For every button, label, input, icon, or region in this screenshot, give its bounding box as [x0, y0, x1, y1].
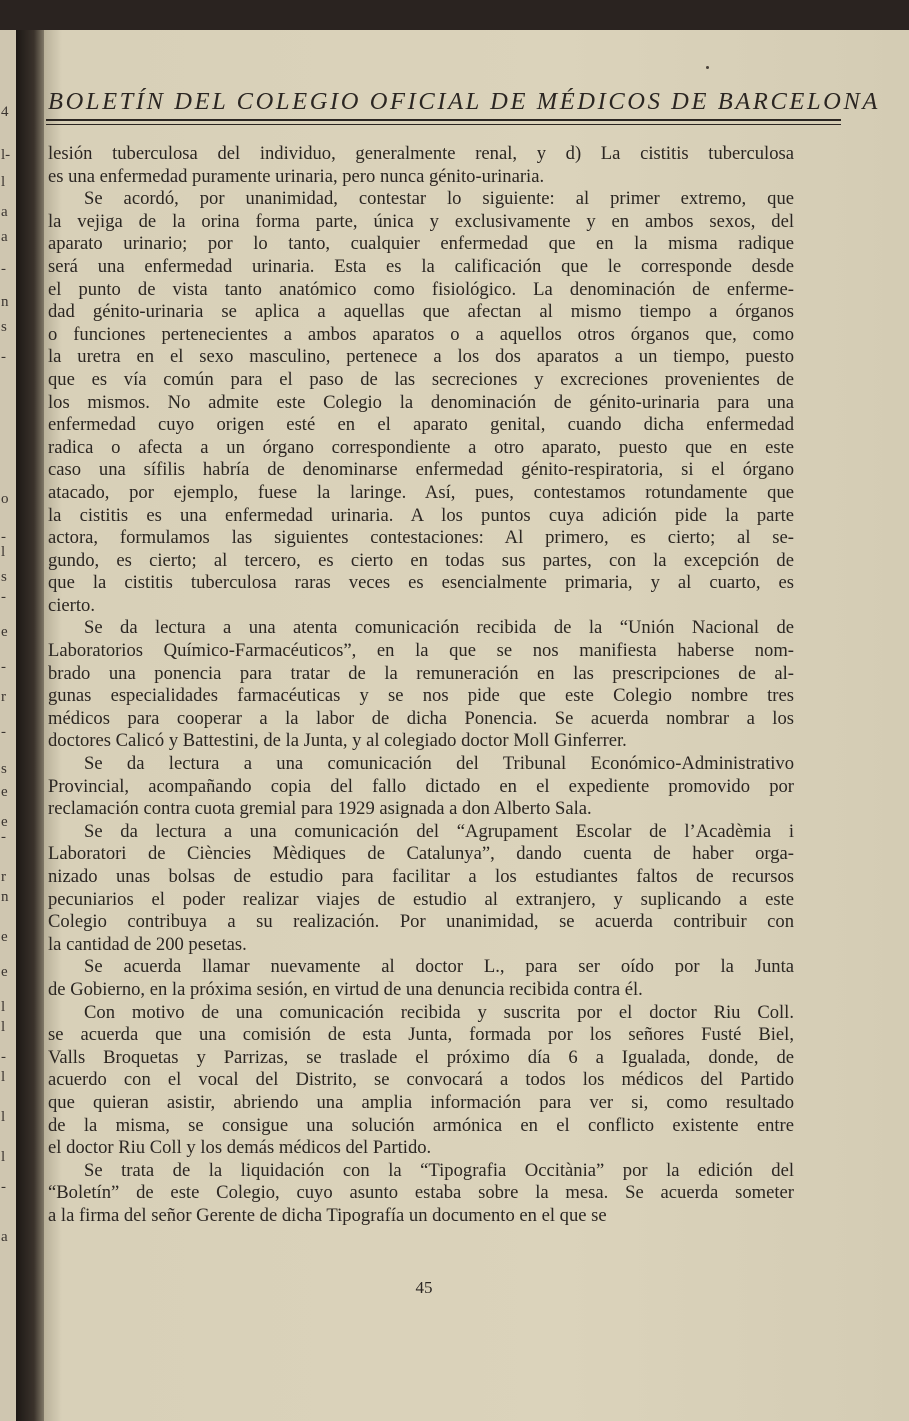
- document-page: [44, 30, 909, 1421]
- margin-fragment: l-: [1, 147, 11, 163]
- margin-fragment: -: [1, 529, 6, 545]
- text-line: brado una ponencia para tratar de la remuneración en las prescripciones de al-: [48, 662, 794, 684]
- adjacent-page-text-fragments: [0, 30, 12, 1421]
- text-line: o funciones pertenecientes a ambos aparatos o a aquellos otros órganos que, como: [48, 323, 794, 345]
- margin-fragment: s: [1, 319, 7, 335]
- text-line: gundo, es cierto; al tercero, es cierto en todas sus partes, con la excepción de: [48, 549, 794, 571]
- text-line: de Gobierno, en la próxima sesión, en virtud de una denuncia recibida contra él.: [48, 978, 643, 1000]
- text-line: que quieran asistir, abriendo una amplia información para ver si, como resultado: [48, 1091, 794, 1113]
- text-line: actora, formulamos las siguientes contestaciones: Al primero, es cierto; al se-: [48, 527, 794, 549]
- text-line: “Boletín” de este Colegio, cuyo asunto estaba sobre la mesa. Se acuerda someter: [48, 1182, 794, 1204]
- margin-fragment: 4: [1, 104, 9, 120]
- margin-fragment: e: [1, 814, 8, 830]
- margin-fragment: a: [1, 204, 8, 220]
- paragraph: [48, 821, 794, 957]
- margin-fragment: -: [1, 1179, 6, 1195]
- page-number: 45: [415, 1278, 433, 1297]
- text-line: médicos para cooperar a la labor de dicha Ponencia. Se acuerda nombrar a los: [48, 707, 794, 729]
- body-text: [48, 143, 794, 1228]
- margin-fragment: l: [1, 544, 6, 560]
- paper-speck: [706, 66, 709, 69]
- text-line: lesión tuberculosa del individuo, generalmente renal, y d) La cistitis tuberculosa: [48, 143, 794, 164]
- text-line: es una enfermedad puramente urinaria, pero nunca génito-urinaria.: [48, 165, 545, 187]
- margin-fragment: n: [1, 889, 9, 905]
- paragraph: [48, 617, 794, 753]
- margin-fragment: e: [1, 964, 8, 980]
- book-gutter: [16, 30, 46, 1421]
- margin-fragment: l: [1, 1069, 6, 1085]
- text-line: cierto.: [48, 594, 95, 616]
- margin-fragment: l: [1, 1149, 6, 1165]
- paragraph: [48, 753, 794, 821]
- margin-fragment: n: [1, 294, 9, 310]
- margin-fragment: r: [1, 869, 6, 885]
- text-line: reclamación contra cuota gremial para 1929 asignada a don Alberto Sala.: [48, 798, 592, 820]
- text-line: que es vía común para el paso de las secreciones y excreciones provenientes de: [48, 368, 794, 390]
- text-line: Se acuerda llamar nuevamente al doctor L., para ser oído por la Junta: [84, 956, 794, 978]
- text-line: el doctor Riu Coll y los demás médicos del Partido.: [48, 1137, 432, 1159]
- margin-fragment: l: [1, 1109, 6, 1125]
- margin-fragment: -: [1, 724, 6, 740]
- text-line: Se acordó, por unanimidad, contestar lo siguiente: al primer extremo, que: [84, 188, 794, 210]
- paragraph: [48, 1002, 794, 1160]
- margin-fragment: -: [1, 261, 6, 277]
- text-line: Colegio contribuya a su realización. Por unanimidad, se acuerda contribuir con: [48, 911, 794, 933]
- margin-fragment: l: [1, 999, 6, 1015]
- margin-fragment: a: [1, 1229, 8, 1245]
- paragraph: [48, 188, 794, 617]
- margin-fragment: l: [1, 174, 6, 190]
- text-line: que la cistitis tuberculosa raras veces es esencialmente primaria, y al cuarto, es: [48, 572, 794, 594]
- text-line: Se da lectura a una comunicación del “Agrupament Escolar de l’Acadèmia i: [84, 820, 794, 842]
- margin-fragment: a: [1, 229, 8, 245]
- text-line: atacado, por ejemplo, fuese la laringe. Así, pues, contestamos rotundamente que: [48, 481, 794, 503]
- header-rule-thin: [46, 124, 841, 125]
- margin-fragment: -: [1, 349, 6, 365]
- margin-fragment: l: [1, 1019, 6, 1035]
- text-line: Provincial, acompañando copia del fallo dictado en el expediente promovido por: [48, 775, 794, 797]
- text-line: acuerdo con el vocal del Distrito, se convocará a todos los médicos del Partido: [48, 1069, 794, 1091]
- text-line: radica o afecta a un órgano correspondiente a otro aparato, puesto que en este: [48, 436, 794, 458]
- text-line: caso una sífilis habría de denominarse enfermedad génito-respiratoria, si el órgano: [48, 459, 794, 481]
- paragraph: [48, 143, 794, 188]
- margin-fragment: r: [1, 689, 6, 705]
- text-line: gunas especialidades farmacéuticas y se nos pide que este Colegio nombre tres: [48, 685, 794, 707]
- margin-fragment: s: [1, 761, 7, 777]
- text-line: aparato urinario; por lo tanto, cualquier enfermedad que en la misma radique: [48, 233, 794, 255]
- margin-fragment: -: [1, 829, 6, 845]
- text-line: Se trata de la liquidación con la “Tipografia Occitània” por la edición del: [84, 1159, 794, 1181]
- margin-fragment: -: [1, 1049, 6, 1065]
- margin-fragment: -: [1, 589, 6, 605]
- text-line: la cistitis es una enfermedad urinaria. A los puntos cuya adición pide la parte: [48, 504, 794, 526]
- margin-fragment: e: [1, 624, 8, 640]
- text-line: el punto de vista tanto anatómico como fisiológico. La denominación de enferme-: [48, 278, 794, 300]
- text-line: Se da lectura a una atenta comunicación recibida de la “Unión Nacional de: [84, 617, 794, 639]
- margin-fragment: -: [1, 659, 6, 675]
- text-line: doctores Calicó y Battestini, de la Junta, y al colegiado doctor Moll Ginferrer.: [48, 730, 627, 752]
- text-line: se acuerda que una comisión de esta Junta, formada por los señores Fusté Biel,: [48, 1024, 794, 1046]
- running-header: BOLETÍN DEL COLEGIO OFICIAL DE MÉDICOS DE BARCELONA: [48, 88, 880, 115]
- header-rule-thick: [46, 119, 841, 121]
- text-line: Laboratori de Ciències Mèdiques de Catalunya”, dando cuenta de haber orga-: [48, 843, 794, 865]
- margin-fragment: s: [1, 569, 7, 585]
- text-line: enfermedad cuyo origen esté en el aparato genital, cuando dicha enfermedad: [48, 414, 794, 436]
- text-line: la vejiga de la orina forma parte, única y exclusivamente y en ambos sexos, del: [48, 210, 794, 232]
- text-line: Se da lectura a una comunicación del Tribunal Económico-Administrativo: [84, 753, 794, 775]
- text-line: pecuniarios el poder realizar viajes de estudio al extranjero, y suplicando a este: [48, 888, 794, 910]
- text-line: la uretra en el sexo masculino, pertenece a los dos aparatos a un tiempo, puesto: [48, 346, 794, 368]
- text-line: será una enfermedad urinaria. Esta es la calificación que le corresponde desde: [48, 255, 794, 277]
- text-line: dad génito-urinaria se aplica a aquellas que afectan al mismo tiempo a órganos: [48, 301, 794, 323]
- text-line: nizado unas bolsas de estudio para facilitar a los estudiantes faltos de recursos: [48, 866, 794, 887]
- text-line: Valls Broquetas y Parrizas, se traslade el próximo día 6 a Igualada, donde, de: [48, 1046, 794, 1068]
- paragraph: [48, 956, 794, 1001]
- text-line: los mismos. No admite este Colegio la denominación de génito-urinaria para una: [48, 391, 794, 413]
- text-line: a la firma del señor Gerente de dicha Tipografía un documento en el que se: [48, 1204, 607, 1226]
- margin-fragment: o: [1, 491, 9, 507]
- paragraph: [48, 1160, 794, 1228]
- text-line: Con motivo de una comunicación recibida y suscrita por el doctor Riu Coll.: [84, 1001, 794, 1023]
- text-line: de la misma, se consigue una solución armónica en el conflicto existente entre: [48, 1114, 794, 1136]
- margin-fragment: e: [1, 929, 8, 945]
- text-line: la cantidad de 200 pesetas.: [48, 933, 247, 955]
- margin-fragment: e: [1, 784, 8, 800]
- text-line: Laboratorios Químico-Farmacéuticos”, en la que se nos manifiesta haberse nom-: [48, 640, 794, 662]
